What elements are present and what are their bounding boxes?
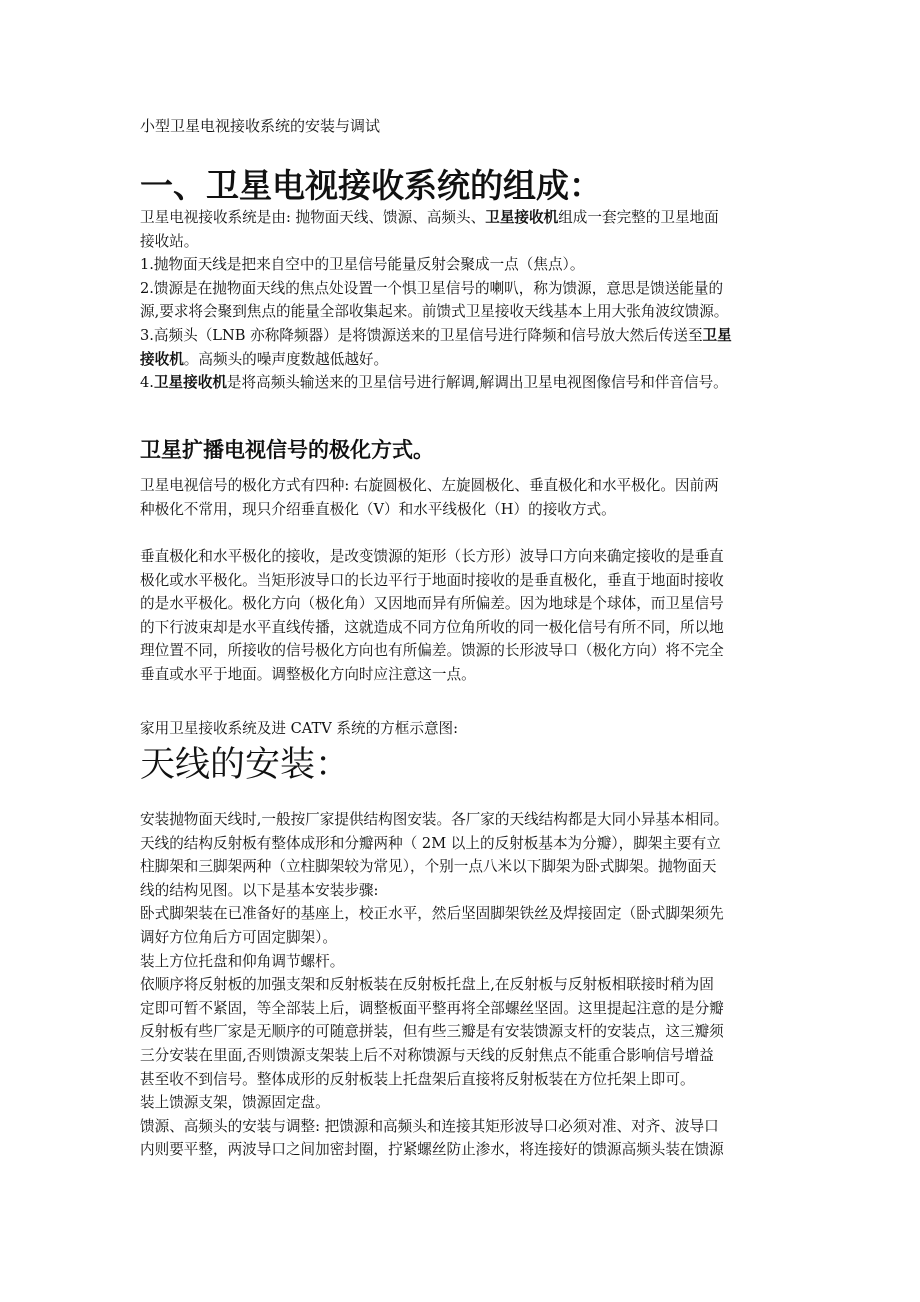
- installation-paragraphs: [140, 808, 790, 1162]
- text-line: 定即可暂不紧固，等全部装上后，调整板面平整再将全部螺丝坚固。这里提起注意的是分瓣: [140, 999, 724, 1017]
- text-line: 安装抛物面天线时,一般按厂家提供结构图安装。各厂家的天线结构都是大同小异基本相同。: [140, 811, 729, 828]
- text-line: 垂直极化和水平极化的接收，是改变馈源的矩形（长方形）波导口方向来确定接收的是垂直: [140, 548, 724, 565]
- text-line: 装上馈源支架，馈源固定盘。: [140, 1094, 330, 1112]
- text-line: 内则要平整，两波导口之间加密封圈，拧紧螺丝防止渗水，将连接好的馈源高频头装在馈源: [140, 1141, 724, 1159]
- text-line: 调好方位角后方可固定脚架）。: [140, 928, 338, 946]
- text-line: 依顺序将反射板的加强支架和反射板装在反射板托盘上,在反射板与反射板相联接时稍为固: [140, 976, 714, 994]
- text-line: 1.抛物面天线是把来自空中的卫星信号能量反射会聚成一点（焦点）。: [140, 256, 585, 274]
- text-line: 2.馈源是在抛物面天线的焦点处设置一个惧卫星信号的喇叭，称为馈源，意思是馈送能量的: [140, 279, 724, 297]
- text-line: 源,要求将会聚到焦点的能量全部收集起来。前馈式卫星接收天线基本上用大张角波纹馈源。: [140, 303, 729, 321]
- text-line: 的是水平极化。极化方向（极化角）又因地而异有所偏差。因为地球是个球体，而卫星信号: [140, 595, 724, 613]
- section-heading-composition: 一、卫星电视接收系统的组成：: [140, 166, 602, 205]
- text-line: 线的结构见图。以下是基本安装步骤:: [140, 881, 379, 899]
- text-line: 的下行波束却是水平直线传播，这就造成不同方位角所收的同一极化信号有所不同，所以地: [140, 618, 724, 636]
- text-line: 天线的结构反射板有整体成形和分瓣两种（ 2M 以上的反射板基本为分瓣），脚架主要有立: [140, 834, 721, 852]
- text-line: 卧式脚架装在已准备好的基座上，校正水平，然后坚固脚架铁丝及焊接固定（卧式脚架须先: [140, 905, 724, 923]
- text-line: 三分安装在里面,否则馈源支架装上后不对称馈源与天线的反射焦点不能重合影响信号增益: [140, 1046, 714, 1064]
- text-line: 卫星电视信号的极化方式有四种: 右旋圆极化、左旋圆极化、垂直极化和水平极化。因前两: [140, 477, 719, 494]
- text-line: 甚至收不到信号。整体成形的反射板装上托盘架后直接将反射板装在方位托架上即可。: [140, 1070, 695, 1088]
- section-heading-antenna-install: 天线的安装：: [140, 745, 351, 785]
- text-line: 种极化不常用，现只介绍垂直极化（V）和水平线极化（H）的接收方式。: [140, 500, 616, 518]
- text-line: 理位置不同，所接收的信号极化方向也有所偏差。馈源的长形波导口（极化方向）将不完全: [140, 642, 724, 660]
- text-line: 装上方位托盘和仰角调节螺杆。: [140, 952, 345, 970]
- text-line: 反射板有些厂家是无顺序的可随意拼装，但有些三瓣是有安装馈源支杆的安装点，这三瓣须: [140, 1023, 724, 1041]
- text-line: 卫星电视接收系统是由: 抛物面天线、馈源、高频头、卫星接收机组成一套完整的卫星地面: [140, 209, 719, 226]
- document-title: 小型卫星电视接收系统的安装与调试: [140, 117, 381, 135]
- text-line: 3.高频头（LNB 亦称降频器）是将馈源送来的卫星信号进行降频和信号放大然后传送至卫星: [140, 326, 732, 344]
- text-line: 馈源、高频头的安装与调整: 把馈源和高频头和连接其矩形波导口必须对准、对齐、波导口: [140, 1117, 719, 1135]
- text-line: 柱脚架和三脚架两种（立柱脚架较为常见），个别一点八米以下脚架为卧式脚架。抛物面天: [140, 858, 717, 876]
- catv-caption: 家用卫星接收系统及进 CATV 系统的方框示意图:: [140, 720, 459, 737]
- text-line: 垂直或水平于地面。调整极化方向时应注意这一点。: [140, 665, 476, 683]
- intro-paragraphs: [140, 206, 790, 395]
- text-line: 4.卫星接收机是将高频头输送来的卫星信号进行解调,解调出卫星电视图像信号和伴音信号。: [140, 374, 728, 392]
- polarization-detail-paragraph: [140, 545, 790, 687]
- section-heading-polarization: 卫星扩播电视信号的极化方式。: [140, 438, 434, 462]
- text-line: 极化或水平极化。当矩形波导口的长边平行于地面时接收的是垂直极化，垂直于地面时接收: [140, 571, 724, 589]
- text-line: 接收机。高频头的噪声度数越低越好。: [140, 350, 389, 368]
- text-line: 接收站。: [140, 232, 199, 250]
- polarization-paragraph: [140, 474, 790, 521]
